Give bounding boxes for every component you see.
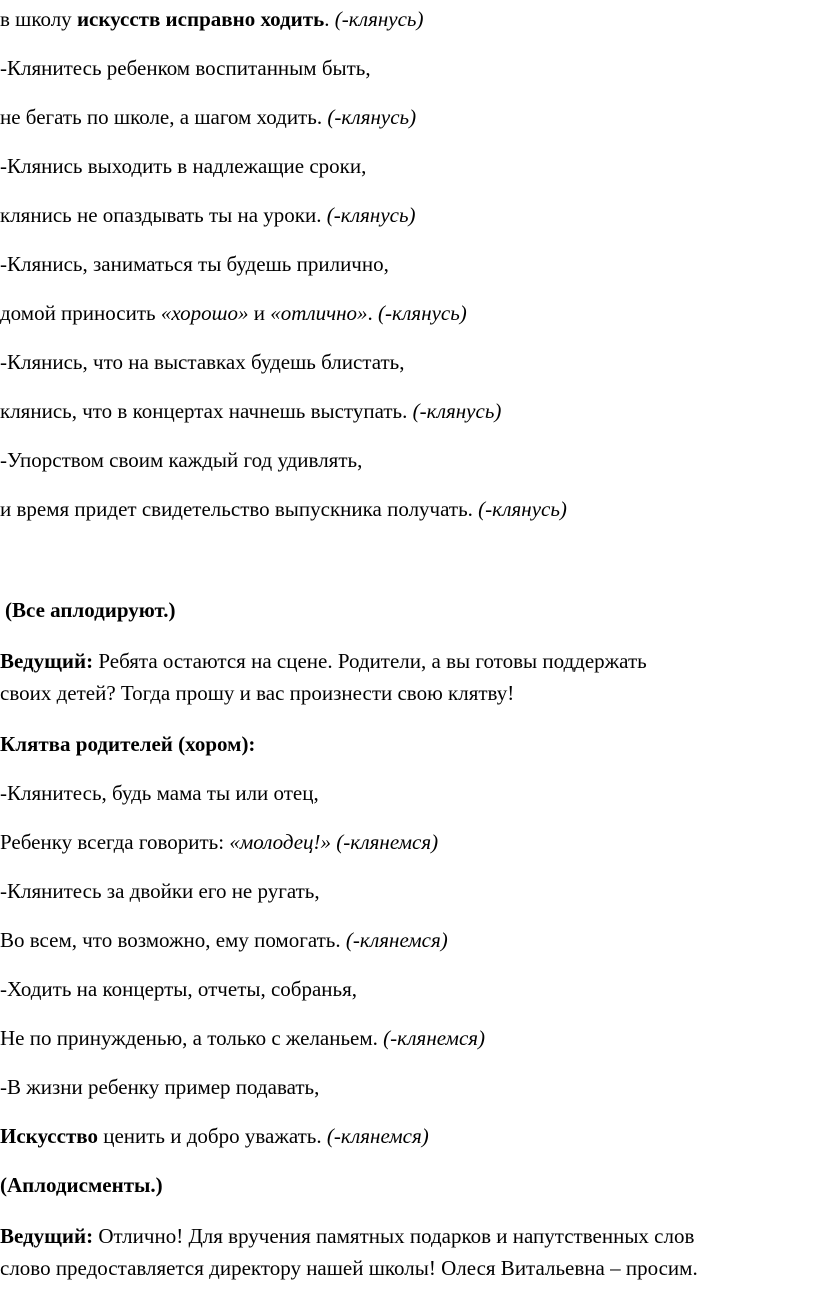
- response-text: (-клянусь): [378, 301, 467, 325]
- response-text: (-клянемся): [383, 1026, 486, 1050]
- response-text: (-клянусь): [334, 7, 424, 31]
- text: и время придет свидетельство выпускника получать.: [0, 497, 479, 521]
- stage-direction-applause: [5, 597, 176, 623]
- oath-parents-line-2: [0, 829, 438, 855]
- host-speech-2-line-2: слово предоставляется директору нашей школы! Олеся Витальевна – просим.: [0, 1256, 698, 1280]
- text: ценить и добро уважать.: [97, 1124, 327, 1148]
- host-speech-2-line-1: [0, 1223, 694, 1249]
- oath-children-line-6: -Клянись, заниматься ты будешь прилично,: [0, 252, 389, 276]
- oath-children-line-5: [0, 202, 416, 228]
- text: .: [324, 7, 335, 31]
- bold-text: искусств исправно ходить: [76, 7, 325, 31]
- oath-parents-line-8: [0, 1123, 429, 1149]
- speaker-label: Ведущий:: [0, 649, 94, 673]
- bold-text: (Все аплодируют.): [5, 598, 176, 622]
- text: .: [367, 301, 379, 325]
- oath-parents-line-1: -Клянитесь, будь мама ты или отец,: [0, 781, 319, 805]
- text: Отлично! Для вручения памятных подарков и напутственных слов: [93, 1224, 695, 1248]
- bold-text: (Аплодисменты.): [0, 1173, 163, 1197]
- text: Ребята остаются на сцене. Родители, а вы готовы поддержать: [93, 649, 647, 673]
- text: Во всем, что возможно, ему помогать.: [0, 928, 346, 952]
- oath-children-line-2: -Клянитесь ребенком воспитанным быть,: [0, 56, 371, 80]
- oath-children-line-7: [0, 300, 467, 326]
- oath-children-line-10: -Упорством своим каждый год удивлять,: [0, 448, 363, 472]
- oath-children-line-4: -Клянись выходить в надлежащие сроки,: [0, 154, 367, 178]
- host-speech-1-line-1: [0, 648, 647, 674]
- speaker-label: Ведущий:: [0, 1224, 94, 1248]
- oath-parents-line-3: -Клянитесь за двойки его не ругать,: [0, 879, 320, 903]
- response-text: (-клянусь): [478, 497, 567, 521]
- oath-parents-line-6: [0, 1025, 485, 1051]
- response-text: (-клянемся): [345, 928, 448, 952]
- text: в школу: [0, 7, 77, 31]
- text: Не по принужденью, а только с желаньем.: [0, 1026, 384, 1050]
- response-text: «молодец!» (-клянемся): [229, 830, 439, 854]
- oath-children-line-3: [0, 104, 416, 130]
- text: домой приносить: [0, 301, 161, 325]
- response-text: (-клянусь): [326, 203, 416, 227]
- response-text: (-клянусь): [327, 105, 417, 129]
- response-text: (-клянусь): [412, 399, 502, 423]
- oath-children-line-11: [0, 496, 567, 522]
- text: Ребенку всегда говорить:: [0, 830, 230, 854]
- text: клянись не опаздывать ты на уроки.: [0, 203, 327, 227]
- text: не бегать по школе, а шагом ходить.: [0, 105, 328, 129]
- bold-text: Клятва родителей (хором):: [0, 732, 256, 756]
- host-speech-1-line-2: своих детей? Тогда прошу и вас произнести свою клятву!: [0, 681, 515, 705]
- italic-text: «отлично»: [270, 301, 368, 325]
- text: клянись, что в концертах начнешь выступать.: [0, 399, 413, 423]
- parents-oath-heading: [0, 731, 255, 757]
- stage-direction-applause-2: [0, 1172, 163, 1198]
- oath-children-line-1: [0, 6, 423, 32]
- oath-parents-line-5: -Ходить на концерты, отчеты, собранья,: [0, 977, 358, 1001]
- bold-text: Искусство: [0, 1124, 98, 1148]
- oath-parents-line-7: -В жизни ребенку пример подавать,: [0, 1075, 320, 1099]
- oath-parents-line-4: [0, 927, 448, 953]
- response-text: (-клянемся): [326, 1124, 429, 1148]
- oath-children-line-9: [0, 398, 501, 424]
- text: и: [248, 301, 271, 325]
- italic-text: «хорошо»: [160, 301, 249, 325]
- oath-children-line-8: -Клянись, что на выставках будешь блистать,: [0, 350, 405, 374]
